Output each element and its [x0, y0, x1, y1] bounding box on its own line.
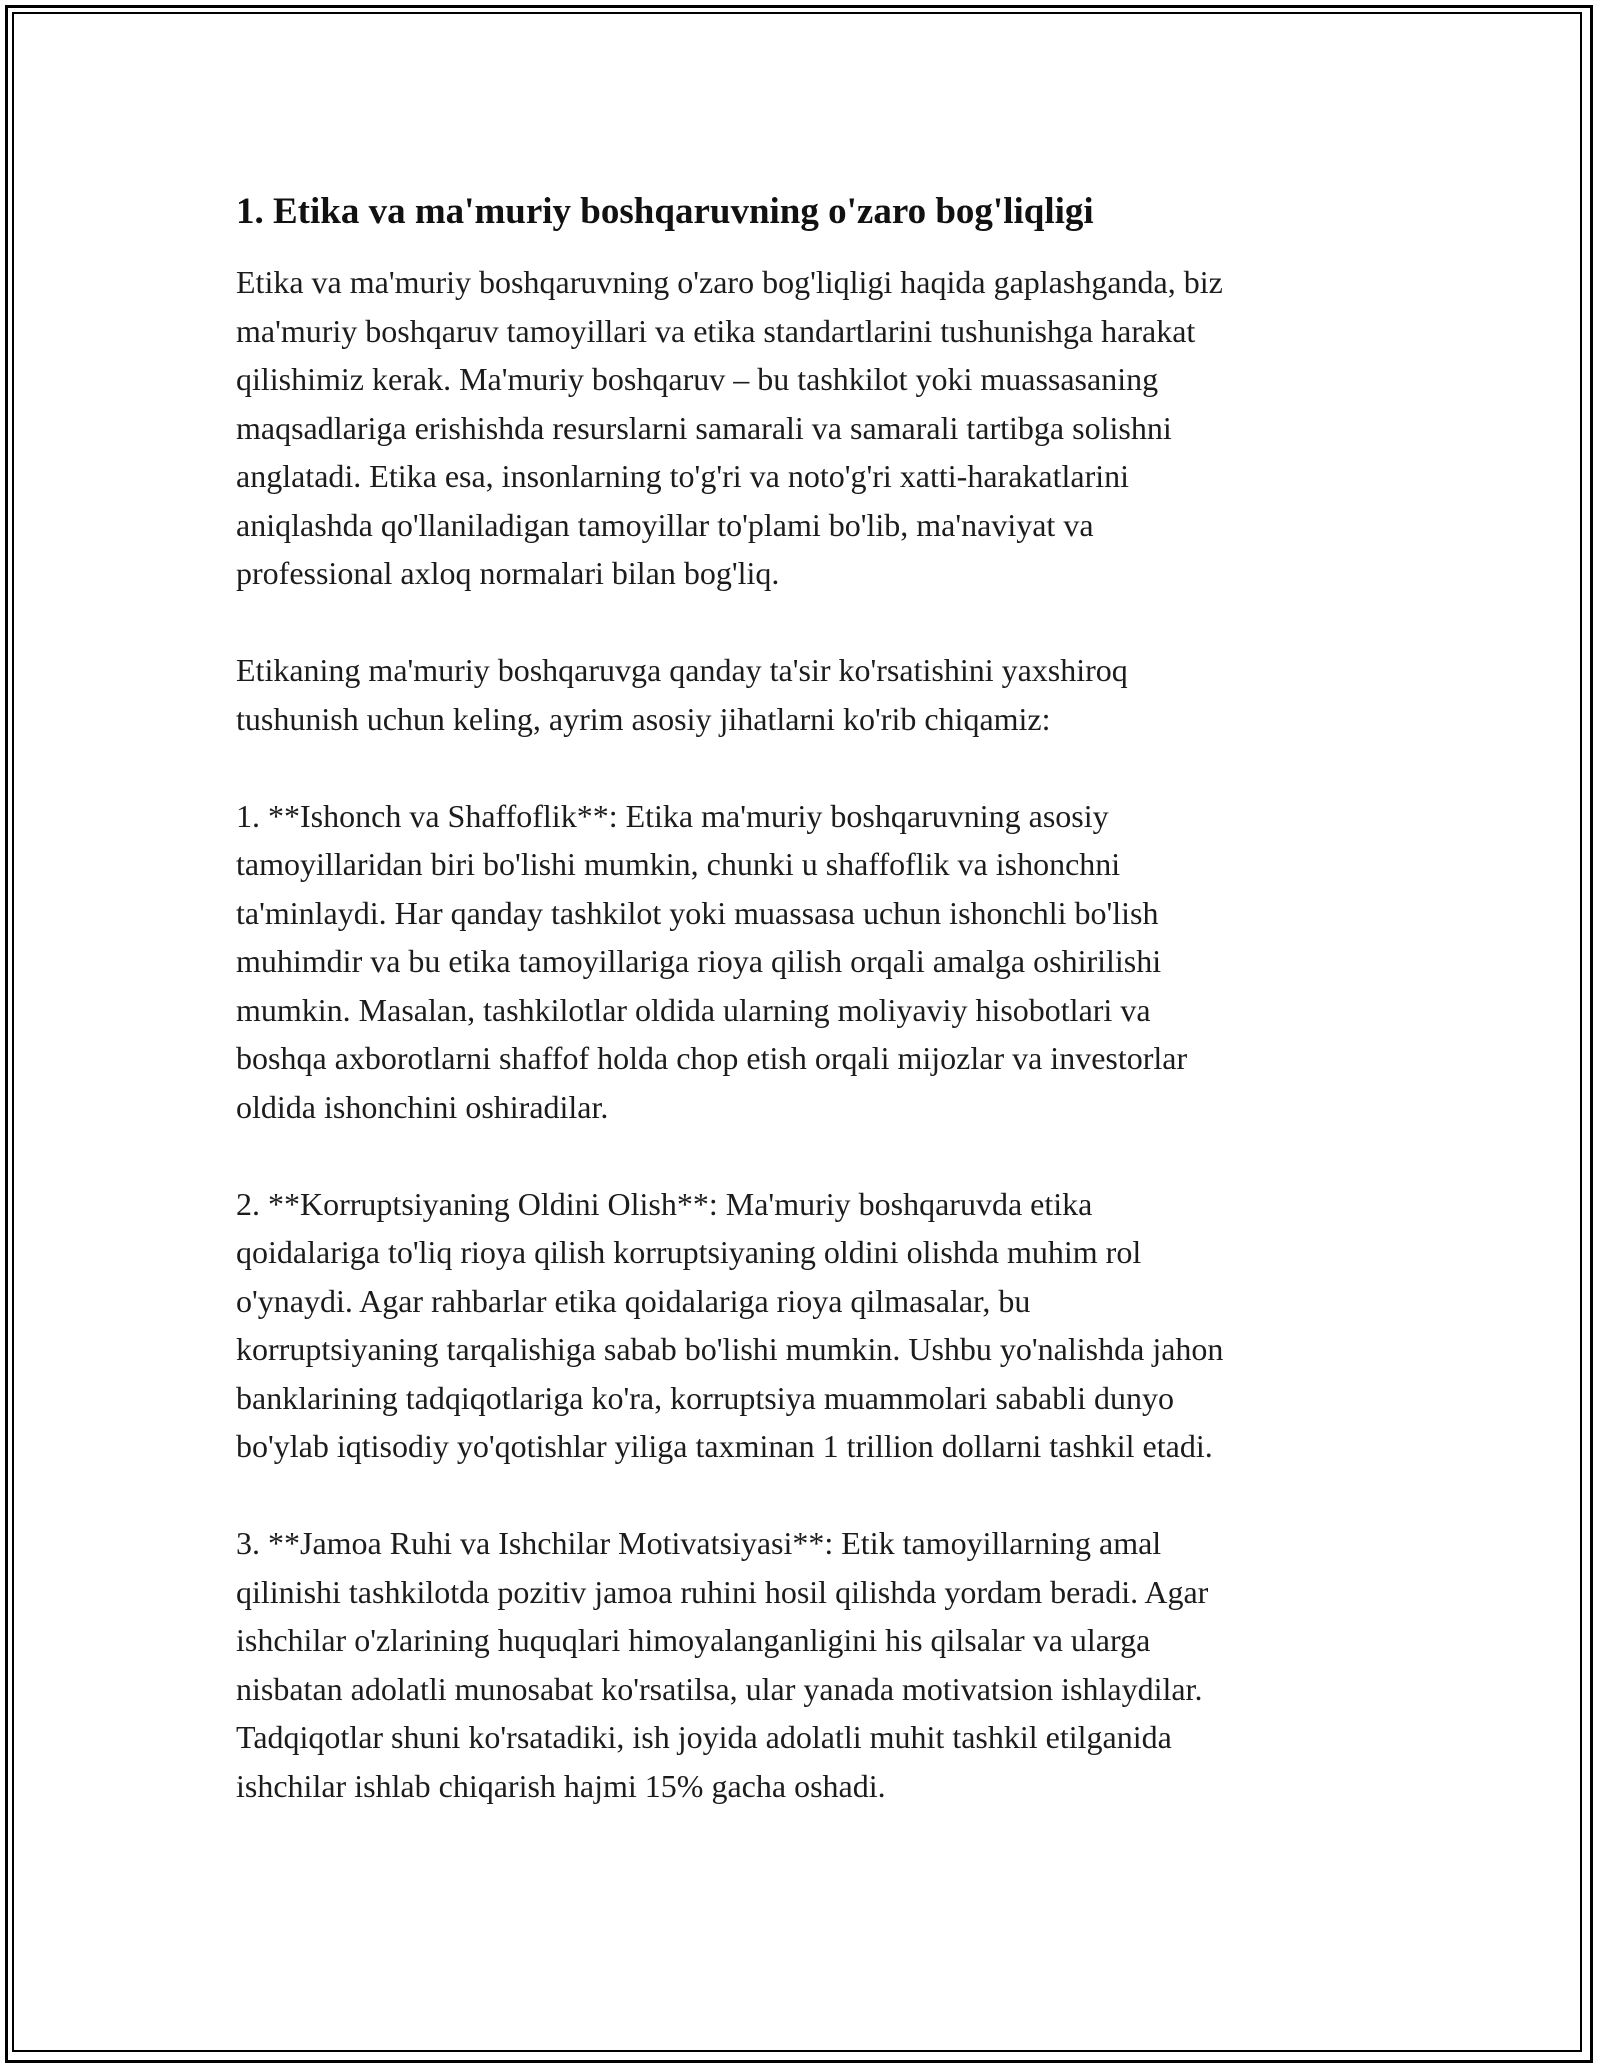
paragraph-lead-in: Etikaning ma'muriy boshqaruvga qanday ta'sir ko'rsatishini yaxshiroq tushunish uchun keling, ayrim asosiy jihatlarni ko'rib chiqamiz:	[236, 652, 1128, 737]
document-content	[236, 182, 1386, 1859]
paragraph-intro: Etika va ma'muriy boshqaruvning o'zaro bog'liqligi haqida gaplashganda, biz ma'muriy boshqaruv tamoyillari va etika standartlarini tushunishga harakat qilishimiz kerak. Ma'muriy boshqaruv – bu tashkilot yoki muassasaning maqsadlariga erishishda resurslarni samarali va samarali tartibga solishni anglatadi. Etika esa, insonlarning to'g'ri va noto'g'ri xatti-harakatlarini aniqlashda qo'llaniladigan tamoyillar to'plami bo'lib, ma'naviyat va professional axloq normalari bilan bog'liq.	[236, 264, 1223, 591]
paragraph-point-3: 3. **Jamoa Ruhi va Ishchilar Motivatsiyasi**: Etik tamoyillarning amal qilinishi tashkilotda pozitiv jamoa ruhini hosil qilishda yordam beradi. Agar ishchilar o'zlarining huquqlari himoyalanganligini his qilsalar va ularga nisbatan adolatli munosabat ko'rsatilsa, ular yanada motivatsion ishlaydilar. Tadqiqotlar shuni ko'rsatadiki, ish joyida adolatli muhit tashkil etilganida ishchilar ishlab chiqarish hajmi 15% gacha oshadi.	[236, 1525, 1209, 1804]
document-title: 1. Etika va ma'muriy boshqaruvning o'zaro bog'liqligi	[236, 191, 1094, 232]
paragraph-point-1: 1. **Ishonch va Shaffoflik**: Etika ma'muriy boshqaruvning asosiy tamoyillaridan biri bo'lishi mumkin, chunki u shaffoflik va ishonchni ta'minlaydi. Har qanday tashkilot yoki muassasa uchun ishonchli bo'lish muhimdir va bu etika tamoyillariga rioya qilish orqali amalga oshirilishi mumkin. Masalan, tashkilotlar oldida ularning moliyaviy hisobotlari va boshqa axborotlarni shaffof holda chop etish orqali mijozlar va investorlar oldida ishonchini oshiradilar.	[236, 797, 1188, 1125]
paragraph-point-2: 2. **Korruptsiyaning Oldini Olish**: Ma'muriy boshqaruvda etika qoidalariga to'liq rioya qilish korruptsiyaning oldini olishda muhim rol o'ynaydi. Agar rahbarlar etika qoidalariga rioya qilmasalar, bu korruptsiyaning tarqalishiga sabab bo'lishi mumkin. Ushbu yo'nalishda jahon banklarining tadqiqotlariga ko'ra, korruptsiya muammolari sababli dunyo bo'ylab iqtisodiy yo'qotishlar yiliga taxminan 1 trillion dollarni tashkil etadi.	[236, 1185, 1224, 1464]
